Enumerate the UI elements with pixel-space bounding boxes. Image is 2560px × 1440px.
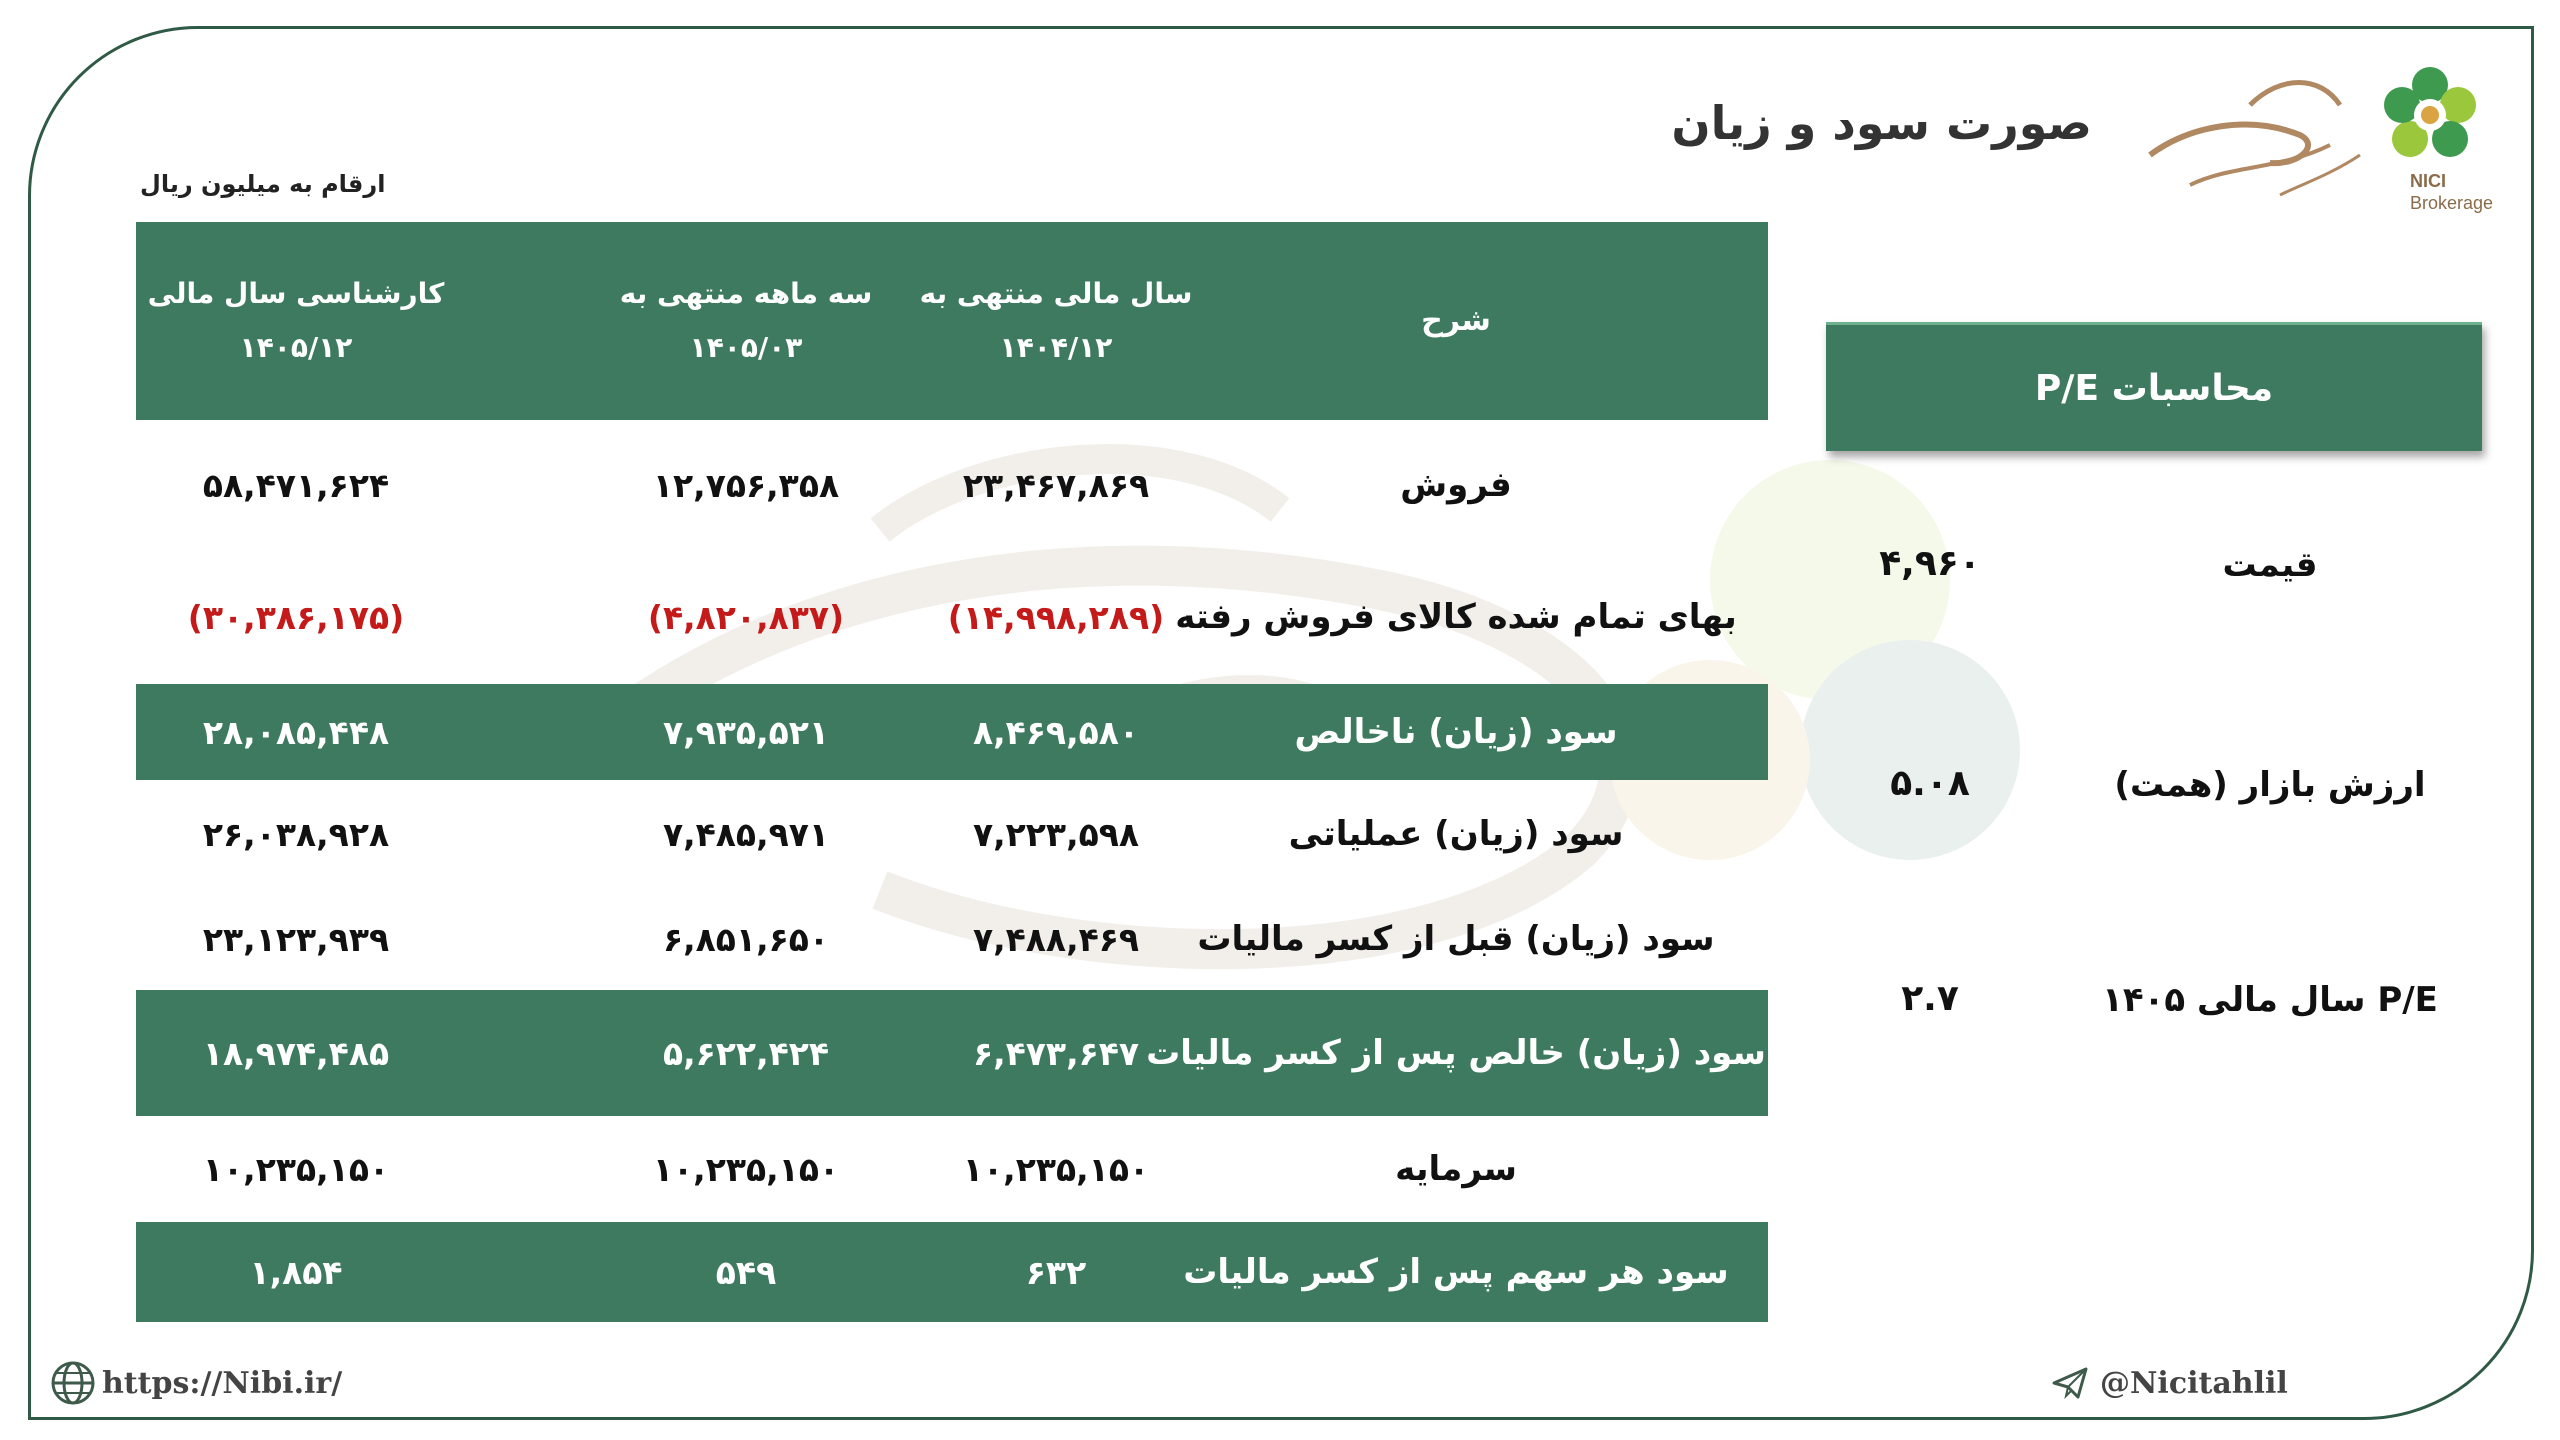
column-header-line: شرح xyxy=(1421,303,1491,338)
page-title: صورت سود و زیان xyxy=(1671,96,2092,150)
logo-subtext: Brokerage xyxy=(2410,193,2494,213)
row-value-quarter: ۵۴۹ xyxy=(715,1252,777,1292)
row-value-fiscal-year: (۱۴,۹۹۸,۲۸۹) xyxy=(947,597,1165,637)
row-value-estimate: ۱۸,۹۷۴,۴۸۵ xyxy=(202,1033,390,1073)
row-label: سود هر سهم پس از کسر مالیات xyxy=(1183,1252,1729,1292)
pe-value-market-cap: ۵.۰۸ xyxy=(1890,763,1970,804)
table-row xyxy=(136,990,1768,1116)
row-value-fiscal-year: ۸,۴۶۹,۵۸۰ xyxy=(972,712,1140,752)
row-value-quarter: ۷,۹۳۵,۵۲۱ xyxy=(662,712,830,752)
table-row xyxy=(136,684,1768,780)
row-value-fiscal-year: ۱۰,۲۳۵,۱۵۰ xyxy=(962,1149,1150,1189)
column-header-estimate xyxy=(136,222,456,420)
row-value-estimate: ۲۶,۰۳۸,۹۲۸ xyxy=(202,814,390,854)
row-label: سود (زیان) قبل از کسر مالیات xyxy=(1197,919,1715,959)
pe-value-price: ۴,۹۶۰ xyxy=(1879,543,1981,584)
income-statement-table xyxy=(136,222,1768,1322)
pe-panel-title: محاسبات P/E xyxy=(1826,322,2482,451)
row-value-fiscal-year: ۶,۴۷۳,۶۴۷ xyxy=(972,1033,1140,1073)
row-value-estimate: ۲۳,۱۲۳,۹۳۹ xyxy=(202,919,390,959)
pe-label-market-cap: ارزش بازار (همت) xyxy=(2114,765,2426,805)
pe-value-pe-ratio: ۲.۷ xyxy=(1901,978,1959,1019)
units-note: ارقام به میلیون ریال xyxy=(140,170,386,198)
column-header-line: سال مالی منتهی به xyxy=(919,277,1193,310)
footer-website[interactable] xyxy=(50,1358,342,1408)
row-value-estimate: ۱,۸۵۴ xyxy=(249,1252,343,1292)
row-value-quarter: (۴,۸۲۰,۸۳۷) xyxy=(647,597,845,637)
row-label: سود (زیان) ناخالص xyxy=(1294,712,1618,752)
table-row xyxy=(136,420,1768,550)
row-label: سرمایه xyxy=(1395,1149,1517,1189)
logo-brand-text xyxy=(2410,170,2493,214)
row-value-quarter: ۱۲,۷۵۶,۳۵۸ xyxy=(652,465,840,505)
row-label: بهای تمام شده کالای فروش رفته xyxy=(1175,597,1737,637)
telegram-send-icon xyxy=(2050,1363,2090,1403)
table-row xyxy=(136,780,1768,888)
table-row xyxy=(136,1222,1768,1322)
row-value-estimate: (۳۰,۳۸۶,۱۷۵) xyxy=(187,597,405,637)
column-header-line: سه ماهه منتهی به xyxy=(619,277,873,310)
website-link[interactable]: https://Nibi.ir/ xyxy=(102,1365,343,1401)
column-header-quarter xyxy=(531,222,961,420)
footer-telegram[interactable] xyxy=(2050,1358,2288,1408)
telegram-handle[interactable]: @Nicitahlil xyxy=(2100,1365,2288,1401)
row-value-estimate: ۵۸,۴۷۱,۶۲۴ xyxy=(202,465,390,505)
column-header-date: ۱۴۰۵/۱۲ xyxy=(239,331,353,364)
row-value-quarter: ۱۰,۲۳۵,۱۵۰ xyxy=(652,1149,840,1189)
column-header-line: کارشناسی سال مالی xyxy=(147,277,445,310)
column-header-date: ۱۴۰۵/۰۳ xyxy=(689,331,803,364)
table-row xyxy=(136,1116,1768,1222)
row-label: سود (زیان) عملیاتی xyxy=(1288,814,1624,854)
logo-text: NICI xyxy=(2410,171,2446,191)
row-value-quarter: ۶,۸۵۱,۶۵۰ xyxy=(662,919,830,959)
column-header-date: ۱۴۰۴/۱۲ xyxy=(999,331,1113,364)
row-value-quarter: ۷,۴۸۵,۹۷۱ xyxy=(662,814,830,854)
pe-label-pe-ratio: P/E سال مالی ۱۴۰۵ xyxy=(2102,980,2438,1020)
row-value-fiscal-year: ۷,۲۲۳,۵۹۸ xyxy=(972,814,1140,854)
row-value-fiscal-year: ۷,۴۸۸,۴۶۹ xyxy=(972,919,1140,959)
row-value-fiscal-year: ۶۳۲ xyxy=(1025,1252,1087,1292)
row-value-estimate: ۱۰,۲۳۵,۱۵۰ xyxy=(202,1149,390,1189)
pe-label-price: قیمت xyxy=(2222,545,2318,585)
globe-icon xyxy=(50,1360,96,1406)
table-header-row xyxy=(136,222,1768,420)
row-label: فروش xyxy=(1400,465,1512,505)
table-row xyxy=(136,888,1768,990)
row-label: سود (زیان) خالص پس از کسر مالیات xyxy=(1146,1033,1766,1073)
row-value-quarter: ۵,۶۲۲,۴۲۴ xyxy=(662,1033,830,1073)
table-row xyxy=(136,550,1768,684)
row-value-fiscal-year: ۲۳,۴۶۷,۸۶۹ xyxy=(962,465,1150,505)
row-value-estimate: ۲۸,۰۸۵,۴۴۸ xyxy=(202,712,390,752)
